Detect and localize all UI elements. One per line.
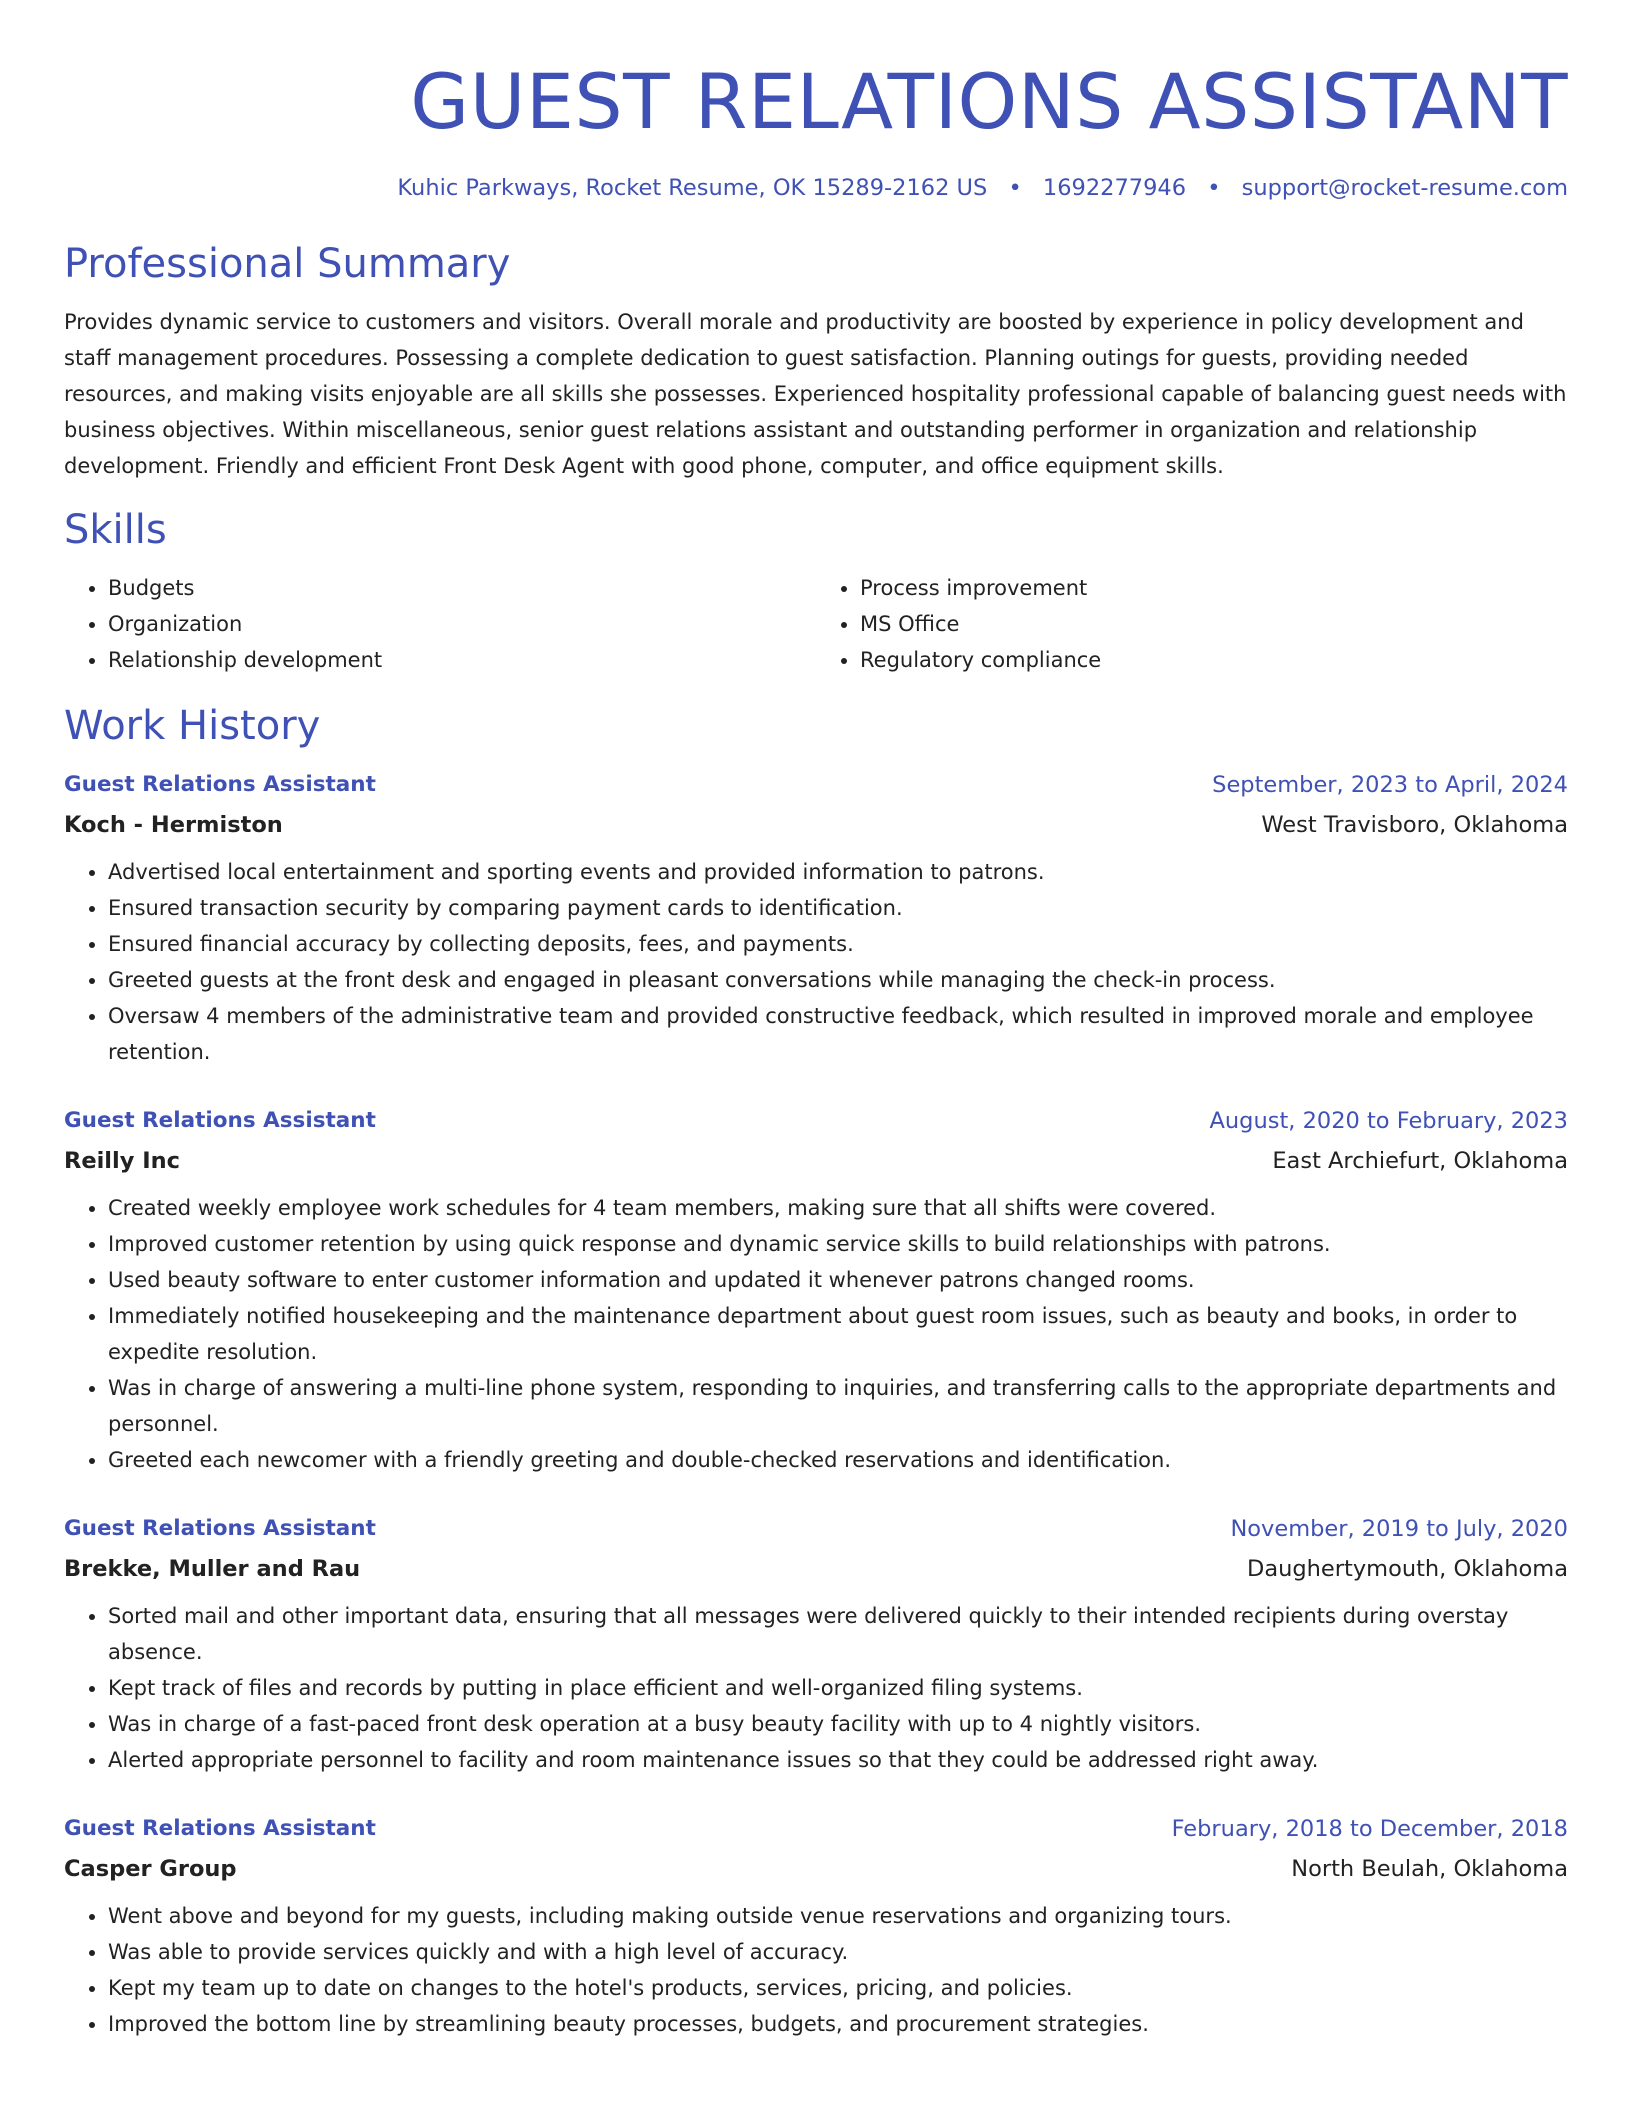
job-location: West Travisboro, Oklahoma bbox=[1261, 812, 1568, 838]
contact-email: support@rocket-resume.com bbox=[1241, 175, 1568, 201]
job-title: Guest Relations Assistant bbox=[64, 1516, 376, 1541]
job-bullet: • Improved customer retention by using quick response and dynamic service skills to build relationships with patrons. bbox=[108, 1226, 1568, 1262]
contact-address: Kuhic Parkways, Rocket Resume, OK 15289-2162 US bbox=[397, 175, 988, 201]
job-bullet: • Improved the bottom line by streamlining beauty processes, budgets, and procurement strategies. bbox=[108, 2006, 1568, 2042]
job-entry bbox=[64, 768, 1568, 1070]
job-bullet: • Kept my team up to date on changes to the hotel's products, services, pricing, and policies. bbox=[108, 1970, 1568, 2006]
job-company: Reilly Inc bbox=[64, 1148, 180, 1174]
job-title: Guest Relations Assistant bbox=[64, 1816, 376, 1841]
section-title-skills: Skills bbox=[64, 507, 167, 553]
job-bullet: • Kept track of files and records by putting in place efficient and well-organized filing systems. bbox=[108, 1670, 1568, 1706]
job-location: East Archiefurt, Oklahoma bbox=[1272, 1148, 1568, 1174]
job-title: Guest Relations Assistant bbox=[64, 772, 376, 797]
job-bullet: • Used beauty software to enter customer information and updated it whenever patrons changed rooms. bbox=[108, 1262, 1568, 1298]
job-company: Casper Group bbox=[64, 1856, 237, 1882]
job-bullet: • Was in charge of a fast-paced front desk operation at a busy beauty facility with up to 4 nightly visitors. bbox=[108, 1706, 1568, 1742]
job-bullet: • Ensured financial accuracy by collecting deposits, fees, and payments. bbox=[108, 926, 1568, 962]
contact-phone: 1692277946 bbox=[1042, 175, 1187, 201]
skill-item: • Relationship development bbox=[108, 642, 816, 678]
job-bullet: • Went above and beyond for my guests, including making outside venue reservations and organizing tours. bbox=[108, 1898, 1568, 1934]
job-entry bbox=[64, 1104, 1568, 1478]
job-bullet: • Alerted appropriate personnel to facility and room maintenance issues so that they could be addressed right away. bbox=[108, 1742, 1568, 1778]
job-dates: August, 2020 to February, 2023 bbox=[1209, 1108, 1568, 1134]
job-company: Koch - Hermiston bbox=[64, 812, 283, 838]
skills-list bbox=[64, 570, 1568, 678]
job-title: Guest Relations Assistant bbox=[64, 1108, 376, 1133]
job-location: North Beulah, Oklahoma bbox=[1291, 1856, 1568, 1882]
job-bullets bbox=[64, 1598, 1568, 1778]
job-bullets bbox=[64, 854, 1568, 1070]
summary-text: Provides dynamic service to customers and visitors. Overall morale and productivity are boosted by experience in policy development and staff management procedures. Possessing a complete dedication to guest satisfaction. Planning outings for guests, providing needed resources, and making visits enjoyable are all skills she possesses. Experienced hospitality professional capable of balancing guest needs with business objectives. Within miscellaneous, senior guest relations assistant and outstanding performer in organization and relationship development. Friendly and efficient Front Desk Agent with good phone, computer, and office equipment skills. bbox=[64, 310, 1567, 478]
job-bullet: • Greeted each newcomer with a friendly greeting and double-checked reservations and identification. bbox=[108, 1442, 1568, 1478]
skill-item: • Regulatory compliance bbox=[860, 642, 1568, 678]
skill-item: • Process improvement bbox=[860, 570, 1568, 606]
job-bullet: • Immediately notified housekeeping and the maintenance department about guest room issues, such as beauty and books, in order to expedite resolution. bbox=[108, 1298, 1568, 1370]
skills-column-right bbox=[816, 570, 1568, 678]
skill-item: • Budgets bbox=[108, 570, 816, 606]
job-dates: November, 2019 to July, 2020 bbox=[1230, 1516, 1568, 1542]
job-bullet: • Ensured transaction security by comparing payment cards to identification. bbox=[108, 890, 1568, 926]
skill-item: • MS Office bbox=[860, 606, 1568, 642]
skill-item: • Organization bbox=[108, 606, 816, 642]
resume-name-title: GUEST RELATIONS ASSISTANT bbox=[410, 57, 1568, 146]
job-bullet: • Sorted mail and other important data, ensuring that all messages were delivered quickly to their intended recipients during overstay absence. bbox=[108, 1598, 1568, 1670]
job-bullet: • Oversaw 4 members of the administrative team and provided constructive feedback, which resulted in improved morale and employee retention. bbox=[108, 998, 1568, 1070]
contact-separator: • bbox=[1207, 175, 1221, 201]
job-bullets bbox=[64, 1898, 1568, 2042]
job-bullets bbox=[64, 1190, 1568, 1478]
job-bullet: • Advertised local entertainment and sporting events and provided information to patrons. bbox=[108, 854, 1568, 890]
section-title-summary: Professional Summary bbox=[64, 241, 511, 287]
section-title-work-history: Work History bbox=[64, 703, 321, 749]
job-bullet: • Was in charge of answering a multi-line phone system, responding to inquiries, and transferring calls to the appropriate departments and personnel. bbox=[108, 1370, 1568, 1442]
job-company: Brekke, Muller and Rau bbox=[64, 1556, 361, 1582]
job-bullet: • Greeted guests at the front desk and engaged in pleasant conversations while managing the check-in process. bbox=[108, 962, 1568, 998]
job-bullet: • Was able to provide services quickly and with a high level of accuracy. bbox=[108, 1934, 1568, 1970]
contact-separator: • bbox=[1008, 175, 1022, 201]
skills-column-left bbox=[64, 570, 816, 678]
job-entry bbox=[64, 1512, 1568, 1778]
job-location: Daughertymouth, Oklahoma bbox=[1247, 1556, 1568, 1582]
job-bullet: • Created weekly employee work schedules for 4 team members, making sure that all shifts were covered. bbox=[108, 1190, 1568, 1226]
contact-line bbox=[64, 172, 1568, 204]
job-dates: February, 2018 to December, 2018 bbox=[1171, 1816, 1568, 1842]
job-dates: September, 2023 to April, 2024 bbox=[1212, 772, 1568, 798]
job-entry bbox=[64, 1812, 1568, 2042]
